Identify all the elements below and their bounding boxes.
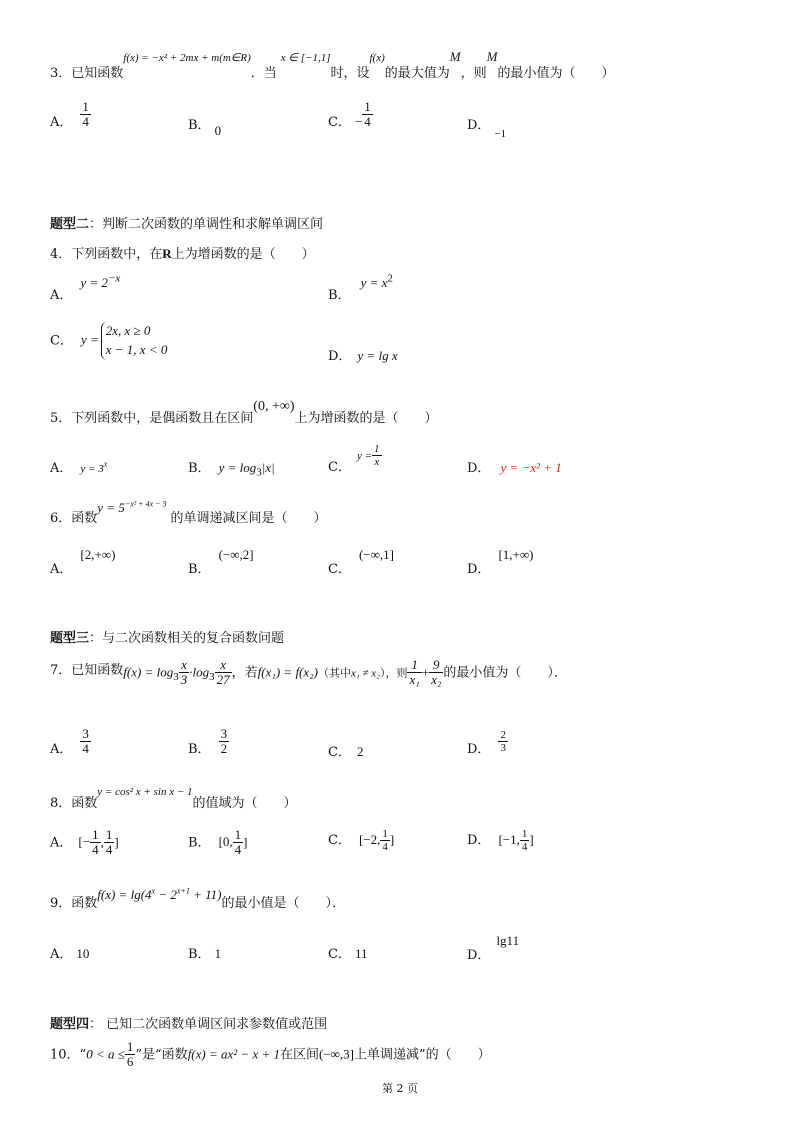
q9-expr-c: + 11) (189, 887, 222, 902)
option-label: A． (50, 115, 73, 131)
q3-then: ，则 (460, 66, 487, 81)
option-label: B． (328, 288, 351, 303)
option-label: B． (188, 562, 211, 577)
fraction (429, 658, 443, 688)
fraction (179, 658, 190, 688)
option-lhs: y = (356, 450, 373, 463)
q7-note-close: ），则 (379, 666, 408, 680)
section-title: 判断二次函数的单调性和求解单调区间 (102, 217, 324, 232)
piecewise-cases (101, 322, 168, 360)
option-value: 0 (214, 123, 222, 138)
option-expr: y = log (218, 460, 257, 475)
numerator: 1 (92, 827, 99, 842)
q5-option-b[interactable] (188, 457, 275, 479)
option-label: D． (328, 349, 352, 364)
q3-number: 3．已知函数 (50, 66, 124, 81)
q4-stem-post: 上为增函数的是（ ） (171, 247, 315, 262)
log-base: 3 (256, 466, 262, 479)
denominator: x₁ (409, 672, 420, 688)
separator: ： (89, 1017, 103, 1032)
q7-f-lhs: f(x) = log (123, 664, 174, 680)
numerator: x (215, 658, 232, 673)
q4-option-b[interactable] (328, 272, 393, 303)
q10-mid: 是“函数 (142, 1047, 188, 1063)
exponent: −x (107, 272, 121, 285)
q3-option-a[interactable] (50, 100, 91, 130)
option-label: C． (50, 333, 73, 349)
option-label: B． (188, 118, 211, 133)
q9-option-d[interactable] (467, 930, 520, 963)
option-expr: y = lg x (357, 348, 398, 363)
option-value: [2,+∞) (80, 547, 116, 562)
option-label: A． (50, 742, 73, 758)
option-label: D． (467, 562, 491, 577)
q7-note: （其中 (318, 666, 352, 680)
bracket-open: [− (78, 834, 91, 850)
exponent: x (103, 459, 108, 469)
option-label: C． (328, 115, 351, 131)
option-label: D． (467, 833, 491, 849)
question-4-stem (50, 243, 315, 262)
q4-option-d[interactable] (328, 345, 398, 364)
section-heading-4 (50, 1013, 327, 1032)
fraction (80, 100, 91, 130)
q10-condition: 0 < a ≤ (86, 1046, 125, 1062)
q3-M2: M (486, 49, 498, 64)
option-label: A． (50, 835, 73, 851)
fraction (372, 443, 382, 468)
option-label: A． (50, 562, 73, 577)
exponent: x (151, 886, 156, 896)
section-label: 题型三 (50, 631, 90, 646)
denominator: 6 (126, 1054, 134, 1070)
option-label: B． (188, 461, 211, 476)
option-label: B． (188, 947, 211, 962)
q5-option-d[interactable] (467, 457, 562, 476)
denominator: 4 (92, 842, 99, 858)
q6-stem-pre: 6．函数 (50, 511, 98, 526)
log-base: 3 (209, 670, 215, 683)
exponent: 2 (387, 272, 393, 285)
option-label: B． (188, 835, 211, 851)
option-label: C． (328, 833, 351, 849)
fraction (233, 828, 244, 858)
bracket-close: ] (114, 834, 119, 850)
denominator: 2 (220, 741, 228, 757)
option-expr: y = x (360, 275, 388, 290)
q6-option-d[interactable] (467, 544, 534, 577)
q8-stem-post: 的值域为（ ） (192, 796, 297, 811)
denominator: 3 (500, 742, 506, 755)
q7-neq: x₁ ≠ x₂ (351, 667, 380, 680)
numerator: 1 (374, 443, 380, 455)
q3-function: f(x) = −x² + 2mx + m(m∈R) (123, 52, 251, 64)
question-10-stem (50, 1040, 491, 1070)
q9-stem-post: 的最小值是（ ）． (221, 896, 345, 911)
question-8-stem (50, 780, 297, 811)
q10-function: f(x) = ax² − x + 1 (187, 1046, 280, 1062)
q3-option-b[interactable] (188, 114, 222, 138)
q7-equation: f(x₁) = f(x₂) (257, 664, 319, 680)
q3-option-c[interactable] (328, 100, 373, 130)
fraction (407, 658, 421, 688)
q9-option-a[interactable] (50, 943, 89, 962)
q3-when-post: 时，设 (330, 66, 370, 81)
option-label: D． (467, 118, 491, 133)
option-expr: y = 3 (80, 463, 104, 475)
q4-option-a[interactable] (50, 272, 121, 303)
denominator: 4 (364, 114, 371, 130)
fraction (80, 727, 91, 757)
comma: , (100, 834, 104, 850)
question-6-stem (50, 497, 327, 525)
option-label: B． (188, 742, 211, 758)
numerator: 1 (82, 99, 89, 114)
q3-M: M (449, 49, 461, 64)
bracket-open: [0, (218, 834, 233, 850)
bracket-close: ] (243, 834, 248, 850)
option-label: D． (467, 948, 491, 963)
exponent: −x² + 4x − 3 (124, 499, 167, 509)
option-value: 1 (214, 946, 222, 961)
bracket-open: [−2, (358, 832, 381, 848)
numerator: 1 (105, 827, 113, 842)
page-number-footer: 第 2 页 (382, 1082, 418, 1095)
option-label: A． (50, 288, 73, 303)
bracket-close: ] (529, 832, 534, 848)
q7-stem-pre: 7．已知函数 (50, 663, 124, 679)
q3-when: ．当 (250, 66, 277, 81)
option-value: lg11 (496, 933, 520, 948)
option-label: D． (467, 742, 491, 758)
q9-expr-a: f(x) = lg(4 (97, 887, 152, 902)
numerator: 1 (126, 1039, 134, 1054)
q9-option-c[interactable] (328, 943, 367, 962)
q9-stem-pre: 9．函数 (50, 896, 98, 911)
fraction (104, 828, 115, 858)
q7-stem-post: 的最小值为（ ）． (443, 665, 567, 681)
denominator: 4 (82, 114, 89, 130)
q7-option-b[interactable] (188, 727, 229, 757)
case-2: x − 1, x < 0 (105, 341, 168, 357)
fraction (90, 828, 101, 858)
denominator: 4 (521, 841, 528, 854)
fraction (362, 100, 373, 130)
open-quote: “ (79, 1047, 87, 1063)
q4-R: R (162, 246, 172, 261)
bracket-close: ] (389, 832, 395, 848)
question-7-stem (50, 658, 567, 688)
q6-option-b[interactable] (188, 544, 254, 577)
numerator: 1 (382, 828, 388, 840)
section-label: 题型四 (50, 1017, 90, 1032)
section-title: 与二次函数相关的复合函数问题 (102, 631, 285, 646)
numerator: 1 (407, 658, 421, 673)
numerator: 9 (429, 658, 443, 673)
case-1: 2x, x ≥ 0 (105, 323, 151, 338)
q3-option-d[interactable] (467, 114, 507, 140)
denominator: 4 (82, 741, 89, 757)
fraction (125, 1040, 136, 1070)
log-base: 3 (173, 670, 179, 683)
exponent: x+1 (176, 886, 190, 896)
q8-option-c[interactable] (328, 828, 394, 853)
question-3-stem (50, 50, 615, 86)
q10-in: 在区间 (279, 1047, 319, 1063)
denominator: x (374, 456, 380, 469)
plus-sign: + (421, 664, 430, 680)
numerator: 3 (82, 726, 89, 741)
q9-option-b[interactable] (188, 943, 221, 962)
denominator: 4 (105, 842, 113, 858)
option-value: 10 (76, 946, 90, 961)
denominator: 3 (180, 672, 188, 688)
numerator: 1 (364, 99, 371, 114)
numerator: 2 (500, 729, 506, 741)
bracket-open: [−1, (498, 832, 520, 848)
q5-stem-pre: 5．下列函数中，是偶函数且在区间 (50, 411, 254, 426)
q5-interval: (0, +∞) (253, 399, 295, 414)
q4-stem-pre: 4．下列函数中，在 (50, 247, 163, 262)
q8-stem-pre: 8．函数 (50, 796, 98, 811)
section-heading-2 (50, 213, 323, 232)
q7-comma: ，若 (231, 665, 258, 681)
denominator: 4 (234, 842, 242, 858)
option-value: −1 (494, 128, 507, 140)
q6-option-c[interactable] (328, 544, 394, 577)
option-value: 2 (356, 744, 364, 759)
q10-stem-post: 上单调递减”的（ ） (354, 1047, 491, 1063)
q3-condition: x ∈ [−1,1] (280, 52, 331, 64)
fraction (219, 727, 230, 757)
question-9-stem (50, 884, 345, 912)
option-label: C． (328, 460, 351, 476)
question-5-stem (50, 395, 438, 425)
q8-option-b[interactable] (188, 828, 248, 858)
q7-option-a[interactable] (50, 727, 91, 757)
close-quote: ” (135, 1047, 143, 1063)
q10-number: 10． (50, 1047, 80, 1063)
q4-option-c[interactable] (50, 322, 167, 360)
option-value: 11 (354, 946, 368, 961)
q7-option-c[interactable] (328, 741, 363, 760)
option-value: [1,+∞) (498, 547, 534, 562)
option-lhs: y = (80, 332, 99, 348)
option-label: C． (328, 947, 351, 962)
numerator: x (179, 658, 190, 673)
q5-stem-post: 上为增函数的是（ ） (294, 411, 438, 426)
fraction (520, 828, 530, 853)
section-label: 题型二 (50, 217, 90, 232)
q6-option-a[interactable] (50, 544, 116, 577)
option-value: (−∞,2] (218, 547, 254, 562)
q3-tail: 的最小值为（ ） (497, 66, 615, 81)
numerator: 3 (220, 726, 228, 741)
q9-expr-b: − 2 (155, 887, 177, 902)
option-expr: y = 2 (80, 275, 108, 290)
q10-interval: (−∞,3] (319, 1046, 355, 1062)
minus-sign: − (354, 114, 363, 130)
separator: ： (89, 217, 103, 232)
q7-option-d[interactable] (467, 729, 508, 758)
fraction (498, 729, 508, 754)
option-label: A． (50, 947, 73, 962)
q5-option-a[interactable] (50, 457, 107, 476)
q8-expr: y = cos² x + sin x − 1 (97, 786, 193, 798)
q5-option-c[interactable] (328, 443, 382, 476)
option-label: A． (50, 461, 73, 476)
numerator: 1 (234, 827, 242, 842)
option-label: C． (328, 562, 351, 577)
numerator: 1 (521, 828, 528, 840)
separator: ： (89, 631, 103, 646)
q6-expr: y = 5 (97, 500, 125, 515)
fraction (380, 828, 390, 853)
denominator: x₂ (431, 672, 442, 688)
q8-option-d[interactable] (467, 828, 534, 853)
section-heading-3 (50, 627, 284, 646)
q8-option-a[interactable] (50, 828, 119, 858)
q3-fx: f(x) (369, 52, 385, 64)
q3-max-text: 的最大值为 (384, 66, 450, 81)
denominator: 4 (382, 841, 388, 854)
q6-stem-post: 的单调递减区间是（ ） (170, 511, 327, 526)
option-value: (−∞,1] (358, 547, 394, 562)
option-label: C． (328, 745, 351, 760)
denominator: 27 (216, 672, 230, 688)
option-expr-highlighted: y = −x² + 1 (500, 460, 562, 475)
option-tail: |x| (261, 460, 275, 475)
option-label: D． (467, 461, 491, 476)
q7-dot-log: ·log (189, 664, 210, 680)
fraction (215, 658, 232, 688)
section-title: 已知二次函数单调区间求参数值或范围 (102, 1017, 328, 1032)
